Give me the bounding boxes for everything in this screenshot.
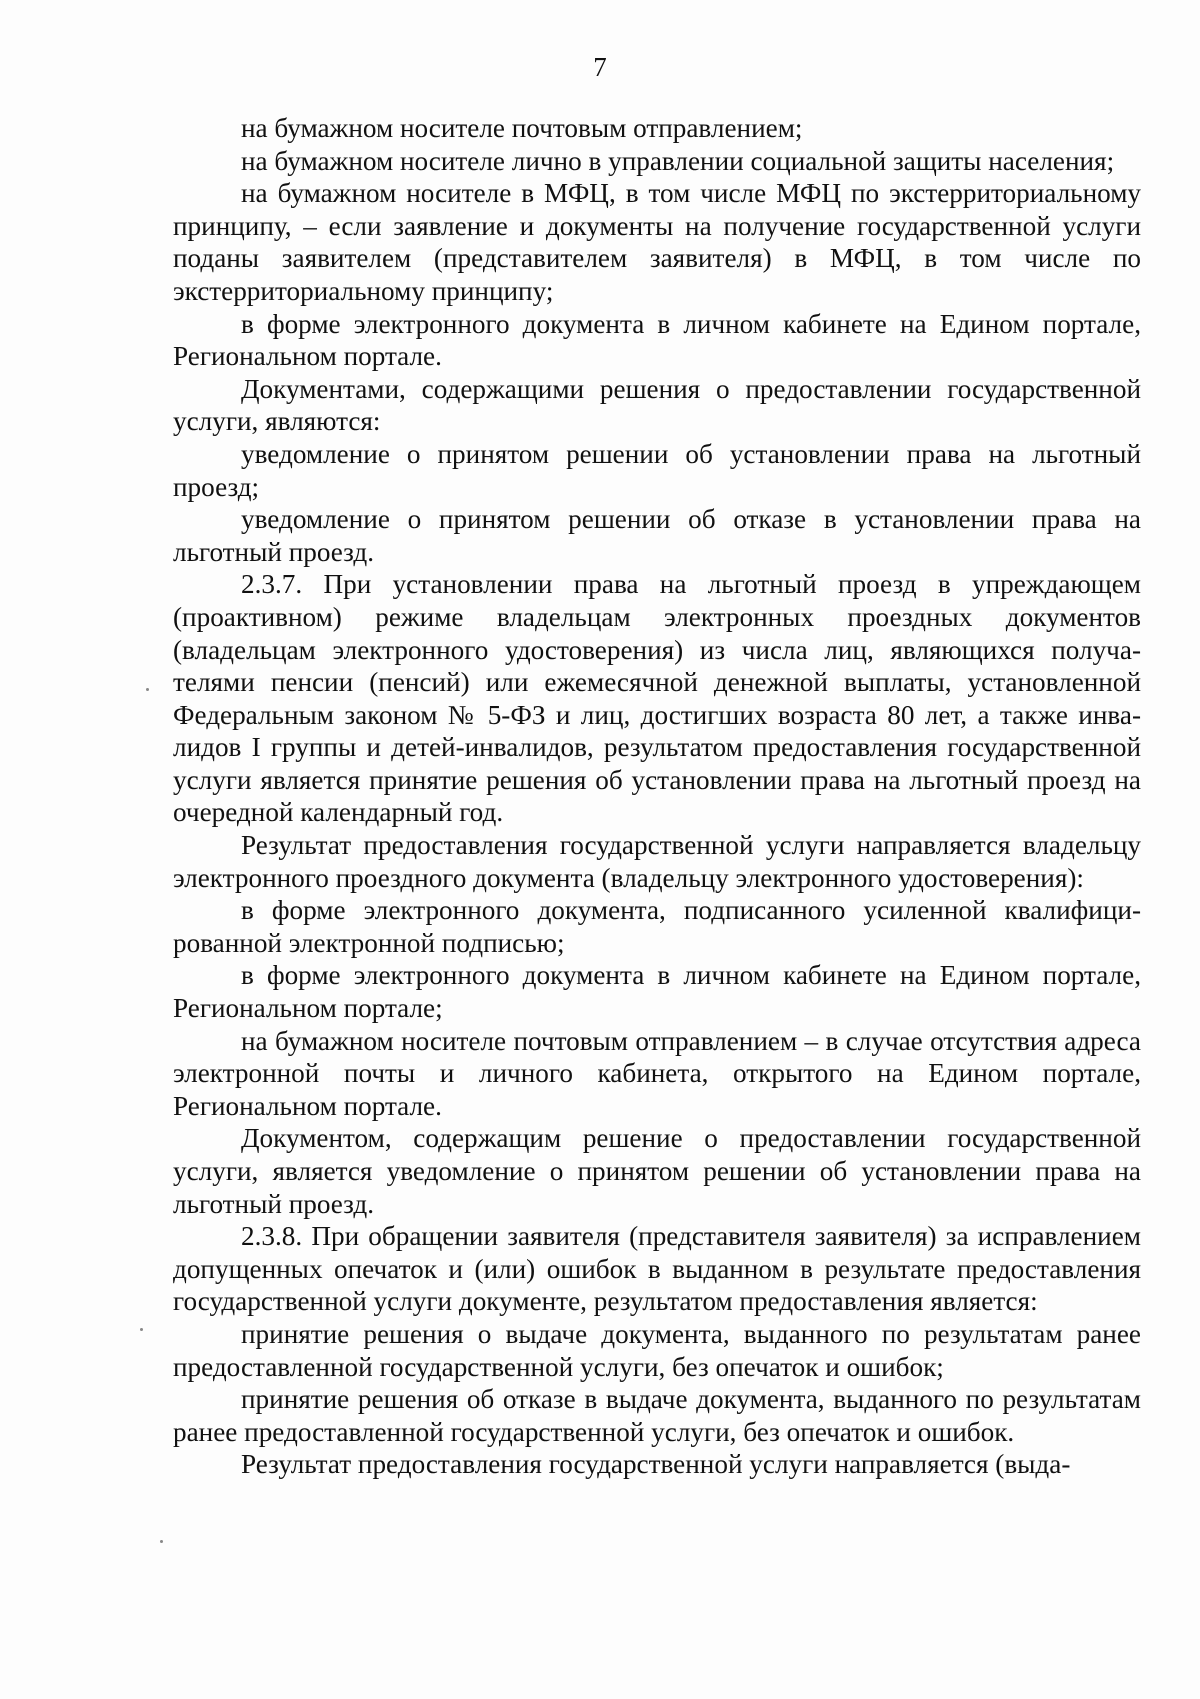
- paragraph: на бумажном носителе почтовым отправлением;: [241, 113, 803, 143]
- paragraph: уведомление о принятом решении об установлении права на льготный проезд;: [173, 438, 1141, 502]
- paragraph: 2.3.8. При обращении заявителя (представителя заявителя) за исправлением допущенных опечаток и (или) ошибок в выданном в результате предоставления государственной услуги документе, результатом предоставления является:: [173, 1221, 1141, 1317]
- paragraph: Документом, содержащим решение о предоставлении государственной услуги, является уведомление о принятом решении об установлении права на льготный проезд.: [173, 1123, 1141, 1219]
- paragraph: принятие решения о выдаче документа, выданного по результатам ранее предоставленной государственной услуги, без опечаток и ошибок;: [173, 1318, 1141, 1382]
- paragraph: на бумажном носителе лично в управлении социальной защиты населения;: [241, 145, 1115, 176]
- paragraph: на бумажном носителе в МФЦ, в том числе МФЦ по экстерриториальному принципу, – если заявление и документы на получение государственной услуги поданы заявителем (представителем заявителя) в МФЦ, в том числе по экстерриториальному принципу;: [173, 178, 1141, 306]
- scan-speck: [140, 1328, 143, 1331]
- page-number: 7: [593, 52, 607, 82]
- scan-speck: [146, 688, 149, 691]
- paragraph: Результат предоставления государственной услуги направляется владельцу электронного проездного документа (владельцу электронного удостоверения):: [173, 830, 1141, 893]
- paragraph: в форме электронного документа, подписанного усиленной квалифицированной электронной подписью;: [173, 895, 1141, 958]
- paragraph: Результат предоставления государственной услуги направляется (выда-: [241, 1449, 1071, 1480]
- paragraph: в форме электронного документа в личном кабинете на Едином портале, Региональном портале;: [173, 960, 1141, 1024]
- paragraph: принятие решения об отказе в выдаче документа, выданного по результатам ранее предоставленной государственной услуги, без опечаток и ошибок.: [173, 1384, 1141, 1447]
- paragraph: уведомление о принятом решении об отказе в установлении права на льготный проезд.: [173, 504, 1141, 567]
- paragraph: Документами, содержащими решения о предоставлении государственной услуги, являются:: [173, 373, 1141, 437]
- paragraph: 2.3.7. При установлении права на льготный проезд в упреждающем (проактивном) режиме владельцам электронных проездных документов (владельцам электронного удостоверения) из числа лиц, являющихся получателями пенсии (пенсий) или ежемесячной денежной выплаты, установленной Федеральным законом № 5-ФЗ и лиц, достигших возраста 80 лет, а также инвалидов I группы и детей-инвалидов, результатом предоставления государственной услуги является принятие решения об установлении права на льготный проезд на очередной календарный год.: [173, 569, 1141, 828]
- paragraph: на бумажном носителе почтовым отправлением – в случае отсутствия адреса электронной почты и личного кабинета, открытого на Едином портале, Региональном портале.: [173, 1025, 1141, 1121]
- scan-speck: [160, 1540, 163, 1543]
- document-body: [173, 112, 1141, 1481]
- paragraph: в форме электронного документа в личном кабинете на Едином портале, Региональном портале.: [173, 308, 1141, 372]
